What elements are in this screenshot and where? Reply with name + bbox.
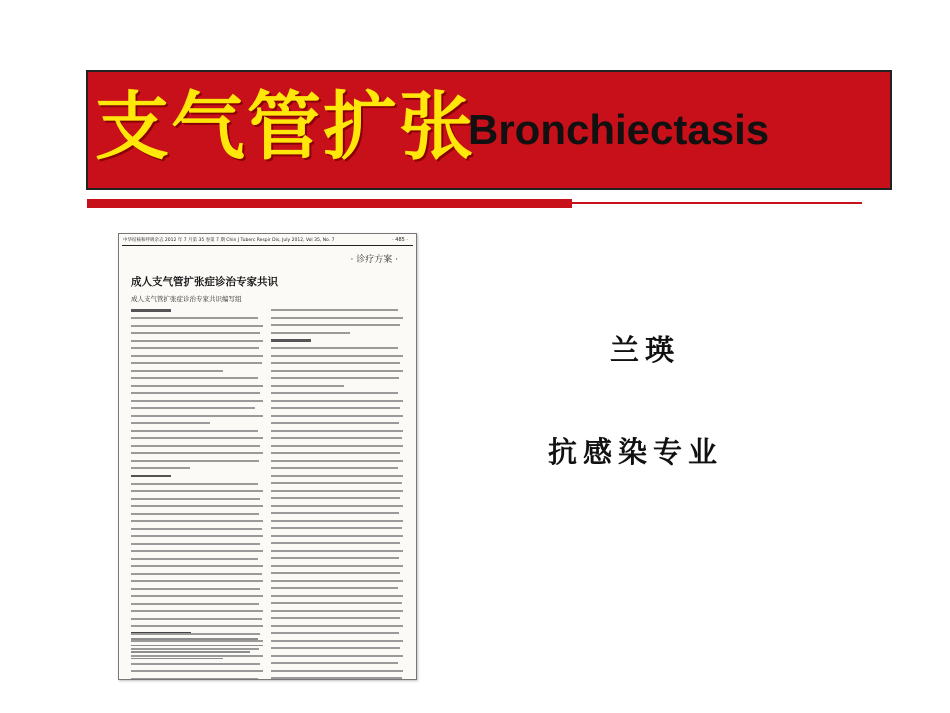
article-body-right-column <box>271 309 403 680</box>
article-footnote <box>131 638 263 664</box>
article-title: 成人支气管扩张症诊治专家共识 <box>131 276 278 288</box>
journal-header: 中华结核和呼吸杂志 2012 年 7 月第 35 卷第 7 期 Chin J Tuberc Respir Dis, July 2012, Vol 35, No. 7 <box>123 238 335 243</box>
journal-article-image <box>118 233 417 680</box>
title-divider-thick <box>87 199 572 208</box>
slide-title-english: Bronchiectasis <box>468 106 770 153</box>
article-section-label: · 诊疗方案 · <box>350 255 398 265</box>
presenter-name: 兰瑛 <box>610 333 681 367</box>
journal-page-number: · 485 · <box>392 237 408 243</box>
article-authors: 成人支气管扩张症诊治专家共识编写组 <box>131 295 242 303</box>
slide-title-chinese: 支气管扩张 <box>95 84 475 170</box>
title-divider-thin <box>572 202 862 204</box>
journal-header-rule <box>122 245 413 246</box>
article-body-left-column <box>131 309 263 680</box>
footnote-rule <box>131 632 191 633</box>
presenter-specialty: 抗感染专业 <box>548 435 724 469</box>
